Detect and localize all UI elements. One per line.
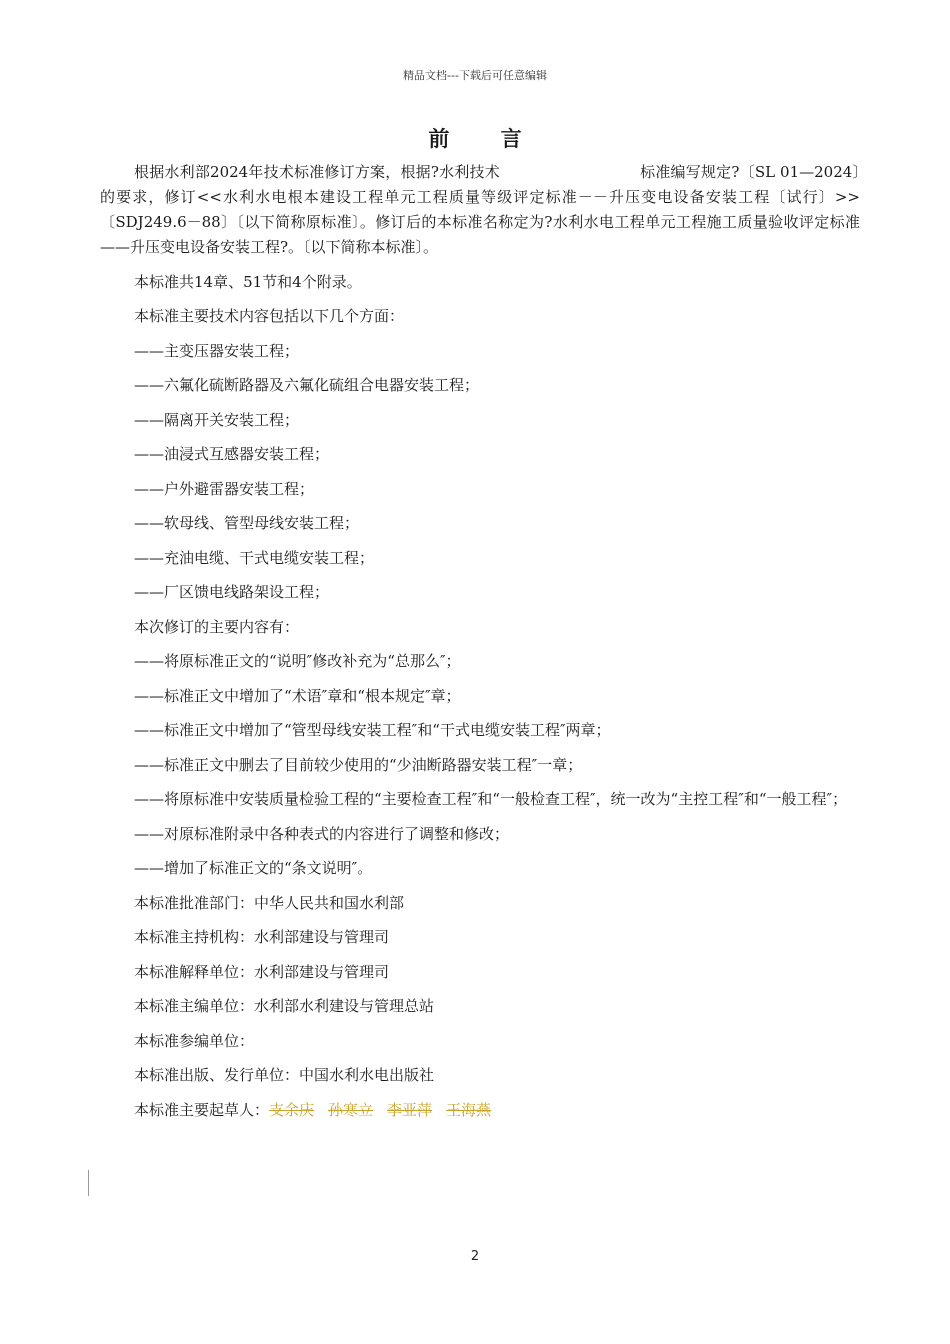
interpretation-unit: 本标准解释单位：水利部建设与管理司 <box>134 962 390 981</box>
paragraph-content-intro: 本标准主要技术内容包括以下几个方面： <box>134 307 405 325</box>
list-item: ——主变压器安装工程； <box>134 341 300 360</box>
list-item: ——标准正文中增加了“术语″章和“根本规定″章； <box>134 686 461 705</box>
document-body <box>100 160 860 1132</box>
list-item: ——充油电缆、干式电缆安装工程； <box>134 548 375 567</box>
drafter-name: 支余庆 <box>269 1100 315 1119</box>
list-item: ——户外避雷器安装工程； <box>134 479 315 498</box>
drafters-line <box>100 1098 860 1123</box>
list-item: ——标准正文中删去了目前较少使用的“少油断路器安装工程″一章； <box>134 755 583 774</box>
list-item: ——油浸式互感器安装工程； <box>134 445 330 463</box>
name-separator <box>373 1098 387 1123</box>
chief-editor-unit: 本标准主编单位：水利部水利建设与管理总站 <box>134 997 435 1015</box>
list-item: ——六氟化硫断路器及六氟化硫组合电器安装工程； <box>134 376 480 394</box>
presiding-organization: 本标准主持机构：水利部建设与管理司 <box>134 928 390 946</box>
list-item: ——标准正文中增加了“管型母线安装工程″和“干式电缆安装工程″两章； <box>134 721 611 739</box>
drafter-name: 王海燕 <box>446 1100 492 1119</box>
participating-units: 本标准参编单位： <box>134 1031 255 1050</box>
paragraph-structure: 本标准共14章、51节和4个附录。 <box>134 272 362 291</box>
drafter-name: 李亚萍 <box>387 1100 433 1119</box>
list-item: ——软母线、管型母线安装工程； <box>134 514 360 532</box>
intro-part-1: 根据水利部2024年技术标准修订方案，根据?水利技术 <box>134 163 500 181</box>
name-separator <box>314 1098 328 1123</box>
page-number: 2 <box>470 1249 480 1264</box>
paragraph-revision-intro: 本次修订的主要内容有： <box>134 617 300 636</box>
intro-paragraph <box>100 160 860 260</box>
list-item: ——将原标准中安装质量检验工程的“主要检查工程″和“一般检查工程″，统一改为“主控工程″和“一般工程″； <box>134 790 848 808</box>
list-item: ——厂区馈电线路架设工程； <box>134 583 330 601</box>
list-item: ——将原标准正文的“说明″修改补充为“总那么″； <box>134 652 461 670</box>
drafters-label: 本标准主要起草人： <box>134 1100 270 1119</box>
page-header-note: 精品文档---下载后可任意编辑 <box>403 69 547 82</box>
name-separator <box>432 1098 446 1123</box>
approval-department: 本标准批准部门：中华人民共和国水利部 <box>134 893 405 912</box>
list-item: ——增加了标准正文的“条文说明″。 <box>134 859 373 877</box>
intro-part-2: 标准编写规定?〔SL 01—2024〕的要求，修订<<水利水电根本建设工程单元工程质量等级评定标准－－升压变电设备安装工程〔试行〕>>〔SDJ249.6－88〕〔以下简称原标准〕。修订后的本标准名称定为?水利水电工程单元工程施工质量验收评定标准 ——升压变电设备安装工程?。〔以下简称本标准〕。 <box>100 163 861 256</box>
page-title: 前 言 <box>428 126 544 151</box>
revision-change-bar <box>88 1170 89 1196</box>
list-item: ——对原标准附录中各种表式的内容进行了调整和修改； <box>134 824 510 843</box>
list-item: ——隔离开关安装工程； <box>134 410 300 429</box>
drafter-name: 孙寒立 <box>328 1100 374 1119</box>
publisher: 本标准出版、发行单位：中国水利水电出版社 <box>134 1066 435 1084</box>
